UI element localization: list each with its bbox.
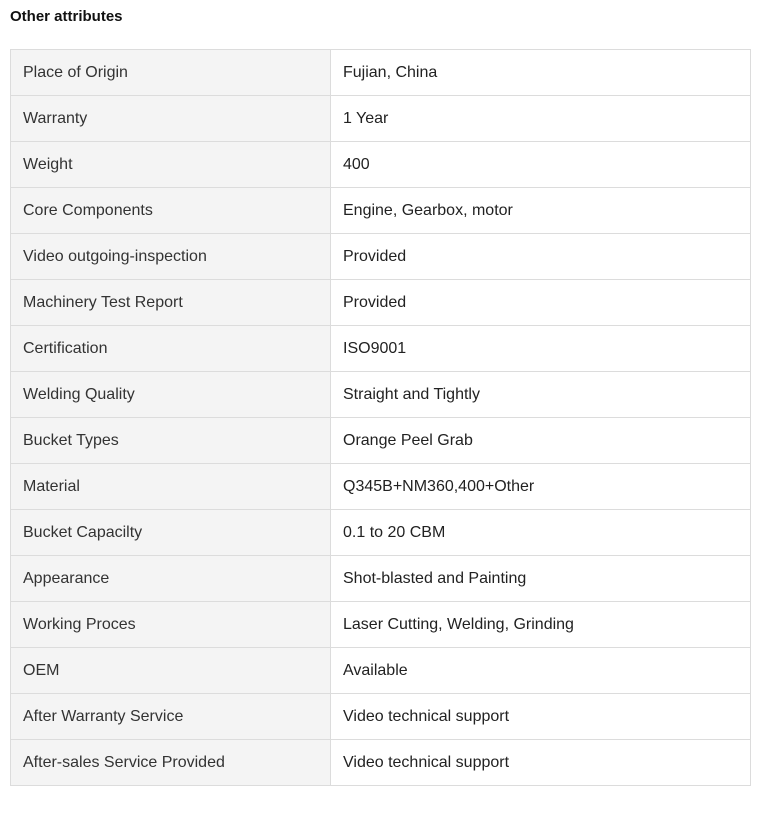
table-row: [11, 740, 751, 786]
table-row: [11, 280, 751, 326]
attributes-table-body: [11, 50, 751, 786]
attribute-value: 400: [331, 142, 751, 188]
attribute-value: Straight and Tightly: [331, 372, 751, 418]
attribute-label: Certification: [11, 326, 331, 372]
table-row: [11, 556, 751, 602]
attribute-label: Appearance: [11, 556, 331, 602]
attribute-label: After Warranty Service: [11, 694, 331, 740]
attribute-value: Video technical support: [331, 740, 751, 786]
attribute-value: Engine, Gearbox, motor: [331, 188, 751, 234]
attribute-value: Available: [331, 648, 751, 694]
table-row: [11, 188, 751, 234]
table-row: [11, 50, 751, 96]
attribute-label: Core Components: [11, 188, 331, 234]
table-row: [11, 372, 751, 418]
table-row: [11, 694, 751, 740]
attribute-label: Warranty: [11, 96, 331, 142]
table-row: [11, 96, 751, 142]
attribute-value: Laser Cutting, Welding, Grinding: [331, 602, 751, 648]
attribute-value: Provided: [331, 234, 751, 280]
table-row: [11, 648, 751, 694]
attribute-label: Bucket Types: [11, 418, 331, 464]
attribute-value: 0.1 to 20 CBM: [331, 510, 751, 556]
attribute-value: Provided: [331, 280, 751, 326]
table-row: [11, 418, 751, 464]
attribute-value: 1 Year: [331, 96, 751, 142]
attributes-table: [10, 49, 751, 786]
table-row: [11, 464, 751, 510]
section-title: Other attributes: [10, 8, 123, 25]
attribute-label: Video outgoing-inspection: [11, 234, 331, 280]
attribute-value: Q345B+NM360,400+Other: [331, 464, 751, 510]
attribute-label: Machinery Test Report: [11, 280, 331, 326]
attribute-value: ISO9001: [331, 326, 751, 372]
attribute-label: Working Proces: [11, 602, 331, 648]
attribute-label: After-sales Service Provided: [11, 740, 331, 786]
table-row: [11, 326, 751, 372]
attribute-label: OEM: [11, 648, 331, 694]
attribute-label: Welding Quality: [11, 372, 331, 418]
attribute-label: Material: [11, 464, 331, 510]
table-row: [11, 234, 751, 280]
attribute-label: Weight: [11, 142, 331, 188]
attribute-value: Shot-blasted and Painting: [331, 556, 751, 602]
table-row: [11, 510, 751, 556]
attribute-value: Orange Peel Grab: [331, 418, 751, 464]
table-row: [11, 602, 751, 648]
attribute-value: Video technical support: [331, 694, 751, 740]
table-row: [11, 142, 751, 188]
attribute-label: Bucket Capacilty: [11, 510, 331, 556]
attribute-label: Place of Origin: [11, 50, 331, 96]
attribute-value: Fujian, China: [331, 50, 751, 96]
